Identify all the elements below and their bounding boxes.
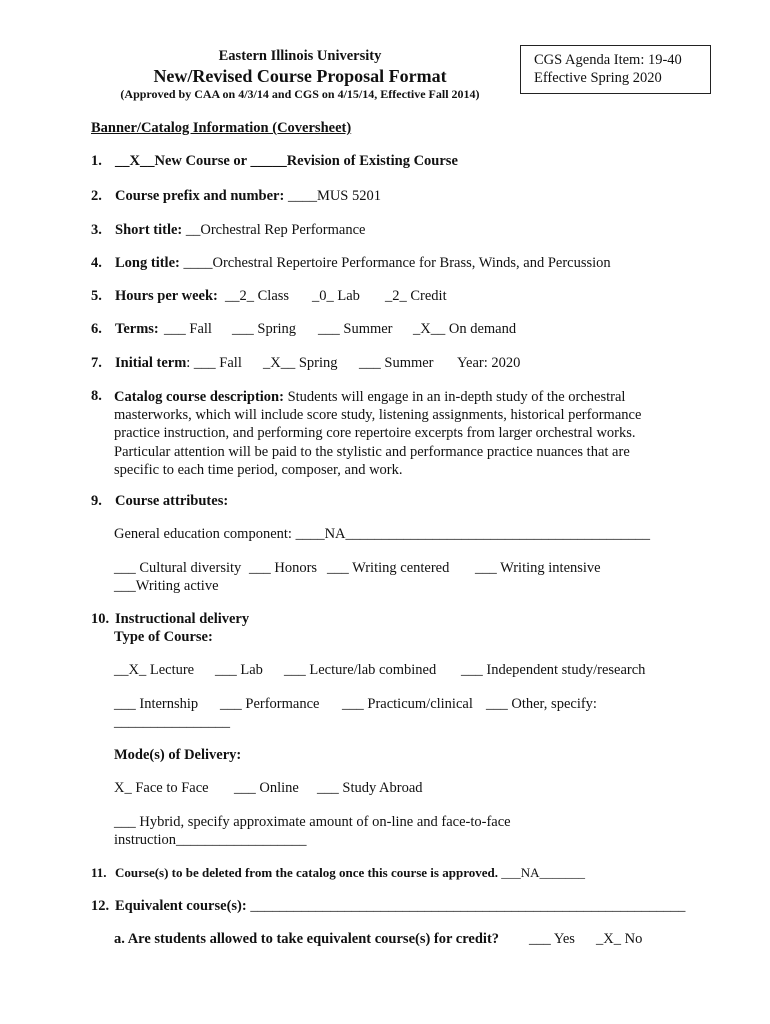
terms-spring: ___ Spring [232,321,297,337]
type-internship: ___ Internship [114,696,199,712]
attr-honors: ___ Honors [249,560,318,576]
equivalent-courses-label: Equivalent course(s): [115,898,247,914]
item-9 [91,493,228,510]
course-attributes-label: Course attributes: [115,493,229,509]
item-number: 5. [91,288,102,304]
item-number: 1. [91,153,102,169]
item-number: 12. [91,898,110,914]
item-1-text: __X__New Course or _____Revision of Existing Course [115,153,458,169]
mode-hybrid-instruction: instruction__________________ [114,832,307,848]
attr-writing-centered: ___ Writing centered [327,560,450,576]
terms-summer: ___ Summer [318,321,393,337]
mode-study-abroad: ___ Study Abroad [317,780,423,796]
item-12 [91,898,685,915]
attr-writing-intensive: ___ Writing intensive [475,560,601,576]
mode-hybrid: ___ Hybrid, specify approximate amount of on-line and face-to-face [114,814,511,830]
short-title-value: __Orchestral Rep Performance [182,222,366,238]
approval-note: (Approved by CAA on 4/3/14 and CGS on 4/15/14, Effective Fall 2014) [120,87,480,101]
equivalent-credit-question: a. Are students allowed to take equivalent course(s) for credit? [114,931,500,947]
long-title-label: Long title: [115,255,180,271]
item-number: 10. [91,611,110,627]
terms-label: Terms: [115,321,159,337]
item-number: 6. [91,321,102,337]
instructional-delivery-label: Instructional delivery [115,611,250,627]
catalog-description-label: Catalog course description: [114,389,284,405]
item-number: 7. [91,355,102,371]
type-lecture: __X_ Lecture [114,662,195,678]
item-5 [91,288,218,305]
hours-lab: _0_ Lab [312,288,360,304]
equivalent-credit-yes: ___ Yes [529,931,575,947]
modes-of-delivery-label: Mode(s) of Delivery: [114,747,242,763]
item-4 [91,255,611,272]
equivalent-courses-blank: ____________________________________________________________ [246,898,686,914]
university-name: Eastern Illinois University [218,48,382,64]
type-other: ___ Other, specify: [486,696,597,712]
initial-term-year: Year: 2020 [457,355,521,371]
hours-class: __2_ Class [225,288,290,304]
type-lab: ___ Lab [215,662,263,678]
item-8-number: 8. [91,388,102,404]
type-independent-study: ___ Independent study/research [461,662,646,678]
type-other-blank: ________________ [114,714,230,730]
hours-label: Hours per week: [115,288,218,304]
form-title: New/Revised Course Proposal Format [153,66,447,86]
attr-writing-active: ___Writing active [114,578,219,594]
initial-term-fall: : ___ Fall [186,355,242,371]
item-number: 3. [91,222,102,238]
item-number: 9. [91,493,102,509]
terms-fall: ___ Fall [164,321,212,337]
agenda-box [520,45,711,94]
hours-credit: _2_ Credit [385,288,447,304]
section-heading: Banner/Catalog Information (Coversheet) [91,120,352,136]
type-performance: ___ Performance [220,696,320,712]
course-prefix-value: ____MUS 5201 [284,188,381,204]
item-7 [91,355,242,372]
courses-deleted-label: Course(s) to be deleted from the catalog once this course is approved. [115,865,498,880]
agenda-effective: Effective Spring 2020 [534,70,662,86]
agenda-item: CGS Agenda Item: 19-40 [534,52,682,68]
mode-online: ___ Online [234,780,299,796]
item-number: 11. [91,865,107,880]
courses-deleted-value: ___NA_______ [497,865,586,880]
item-10 [91,611,249,628]
item-3 [91,222,365,239]
item-6 [91,321,159,338]
initial-term-label: Initial term [115,355,187,371]
catalog-description [114,388,669,479]
type-lecture-lab: ___ Lecture/lab combined [284,662,437,678]
item-11 [91,865,585,881]
item-number: 2. [91,188,102,204]
item-2 [91,188,381,205]
type-practicum: ___ Practicum/clinical [342,696,473,712]
course-prefix-label: Course prefix and number: [115,188,285,204]
type-of-course-label: Type of Course: [114,629,213,645]
mode-face-to-face: X_ Face to Face [114,780,209,796]
long-title-value: ____Orchestral Repertoire Performance for Brass, Winds, and Percussion [179,255,611,271]
initial-term-spring: _X__ Spring [263,355,338,371]
equivalent-credit-no: _X_ No [596,931,643,947]
item-1 [91,153,458,170]
initial-term-summer: ___ Summer [359,355,434,371]
terms-on-demand: _X__ On demand [413,321,517,337]
short-title-label: Short title: [115,222,183,238]
item-number: 4. [91,255,102,271]
catalog-description-text: Students will engage in an in-depth study of the orchestral masterworks, which will include score study, listening assignments, historical performance practice instruction, and performing core repertoire excerpts from larger orchestral works. Particular attention will be paid to the stylistic and performance practice nuances that are specific to each time period, composer, and work. [114,389,642,478]
attr-cultural-diversity: ___ Cultural diversity [114,560,242,576]
gen-ed-component: General education component: ____NA__________________________________________ [114,526,651,542]
